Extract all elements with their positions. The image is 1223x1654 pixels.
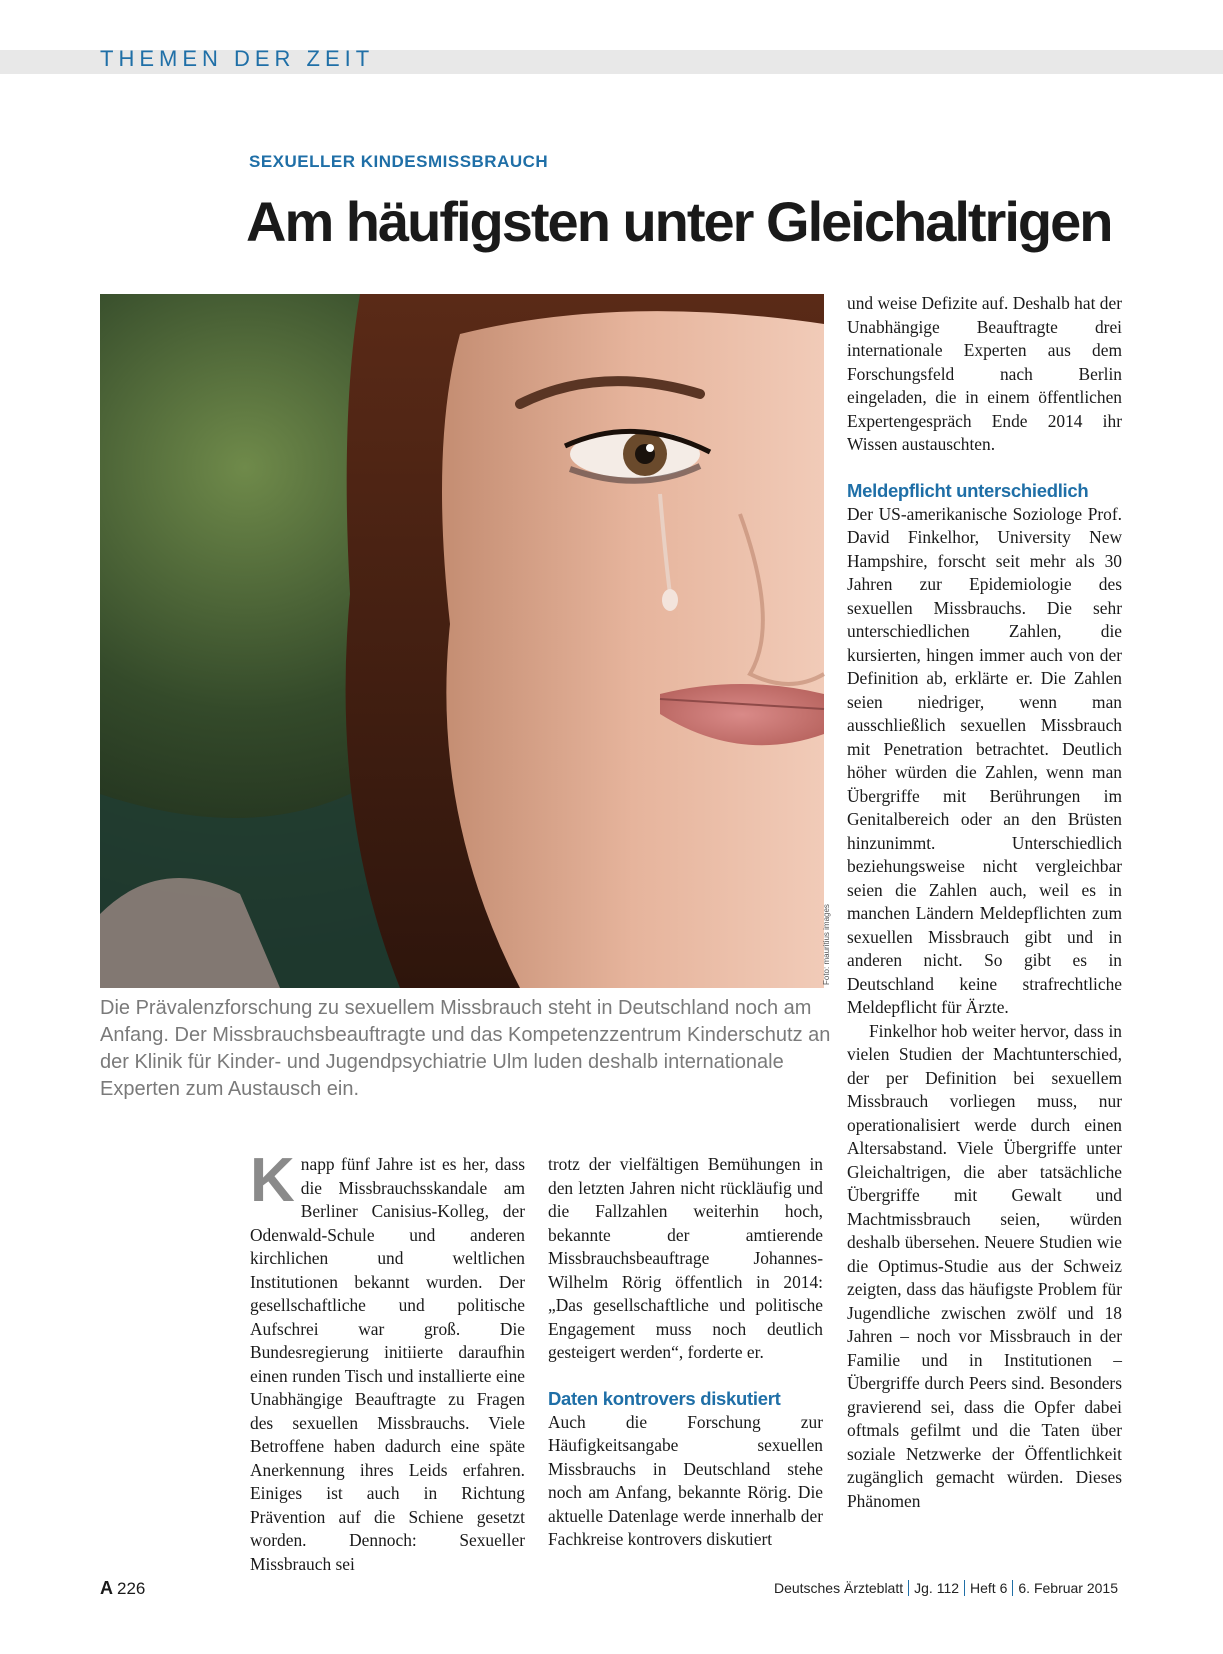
page-prefix: A	[100, 1578, 113, 1598]
article-title: Am häufigsten unter Gleichaltrigen	[246, 190, 1112, 253]
column-3	[847, 292, 1122, 1513]
paragraph: Auch die Forschung zur Häufigkeitsangabe sexuellen Missbrauchs in Deutschland stehe noch am Anfang, bekannte Rörig. Die aktuelle Datenlage werde innerhalb der Fachkreise kontrovers diskutiert	[548, 1411, 823, 1549]
column-2	[548, 1153, 823, 1552]
paragraph	[250, 1146, 525, 1576]
page-number-value: 226	[117, 1579, 146, 1598]
journal-name: Deutsches Ärzteblatt	[773, 1580, 904, 1596]
paragraph: Finkelhor hob weiter hervor, dass in vielen Studien der Machtunterschied, der per Definition bei sexuellem Missbrauch vorliegen muss, nur operationalisiert werde durch einen Altersabstand. Viele Übergriffe unter Gleichaltrigen, die aber tatsächliche Übergriffe mit Gewalt und Machtmissbrauch seien, würden deshalb übersehen. Neuere Studien wie die Optimus-Studie aus der Schweiz zeigten, dass das häufigste Problem für Jugendliche zwischen zwölf und 18 Jahren – noch vor Missbrauch in der Familie und in Institutionen – Übergriffe durch Peers sind. Besonders gravierend sei, dass die Opfer dabei oftmals gefilmt und die Taten über soziale Netzwerke der Öffentlichkeit zugänglich gemacht würden. Dieses Phänomen	[847, 1020, 1122, 1511]
paragraph-text: napp fünf Jahre ist es her, dass die Missbrauchsskandale am Berliner Canisius-Kolleg, der Odenwald-Schule und anderen kirchlichen und weltlichen Institutionen bekannt wurden. Der gesellschaftliche und politische Aufschrei war groß. Die Bundesregierung initiierte daraufhin einen runden Tisch und installierte eine Unabhängige Beauftragte zu Fragen des sexuellen Missbrauchs. Viele Betroffene haben dadurch eine späte Anerkennung ihres Leids erfahren. Einiges ist auch in Richtung Prävention auf die Schiene gesetzt worden. Dennoch: Sexueller Missbrauch sei	[250, 1154, 525, 1574]
paragraph: Der US-amerikanische Soziologe Prof. David Finkelhor, University New Hampshire, forscht seit mehr als 30 Jahren zur Epidemiologie des sexuellen Missbrauchs. Die sehr unterschiedlichen Zahlen, die kursierten, hingen immer auch von der Definition ab, erklärte er. Die Zahlen seien niedriger, wenn man ausschließlich sexuellen Missbrauch mit Penetration betrachtet. Deutlich höher würden die Zahlen, wenn man Übergriffe mit Berührungen im Genitalbereich oder an den Brüsten hinzunimmt. Unterschiedlich beziehungsweise nicht vergleichbar seien die Zahlen auch, weil es in manchen Ländern Meldepflichten zum sexuellen Missbrauch gibt und in anderen nicht. So gibt es in Deutschland keine strafrechtliche Meldepflicht für Ärzte.	[847, 503, 1122, 1017]
journal-issue: Heft 6	[970, 1580, 1008, 1596]
photo-credit: Foto: mauritius images	[822, 904, 831, 985]
journal-date: 6. Februar 2015	[1018, 1580, 1118, 1596]
footer-separator	[908, 1580, 909, 1596]
column-1	[250, 1146, 525, 1574]
drop-cap: K	[250, 1146, 295, 1215]
journal-footer	[774, 1580, 1118, 1596]
footer-separator	[1012, 1580, 1013, 1596]
section-label: THEMEN DER ZEIT	[100, 46, 375, 71]
page-number	[100, 1578, 145, 1599]
subheading: Meldepflicht unterschiedlich	[847, 479, 1089, 501]
article-photo	[100, 294, 824, 988]
journal-volume: Jg. 112	[914, 1580, 960, 1596]
photo-caption: Die Prävalenzforschung zu sexuellem Missbrauch steht in Deutschland noch am Anfang. Der Missbrauchsbeauftragte und das Kompetenzzentrum Kinderschutz an der Klinik für Kinder- und Jugendpsychiatrie Ulm luden deshalb internationale Experten zum Austausch ein.	[100, 997, 831, 1100]
paragraph: und weise Defizite auf. Deshalb hat der Unabhängige Beauftragte drei internationale Experten aus dem Forschungsfeld nach Berlin eingeladen, die in einem öffentlichen Expertengespräch Ende 2014 ihr Wissen austauschten.	[847, 293, 1122, 454]
paragraph: trotz der vielfältigen Bemühungen in den letzten Jahren nicht rückläufig und die Fallzahlen weiterhin hoch, bekannte der amtierende Missbrauchsbeauftrage Johannes-Wilhelm Rörig öffentlich in 2014: „Das gesellschaftliche und politische Engagement muss noch deutlich gesteigert werden“, forderte er.	[548, 1154, 823, 1362]
subheading: Daten kontrovers diskutiert	[548, 1387, 781, 1409]
footer-separator	[964, 1580, 965, 1596]
article-kicker: SEXUELLER KINDESMISSBRAUCH	[249, 152, 549, 171]
